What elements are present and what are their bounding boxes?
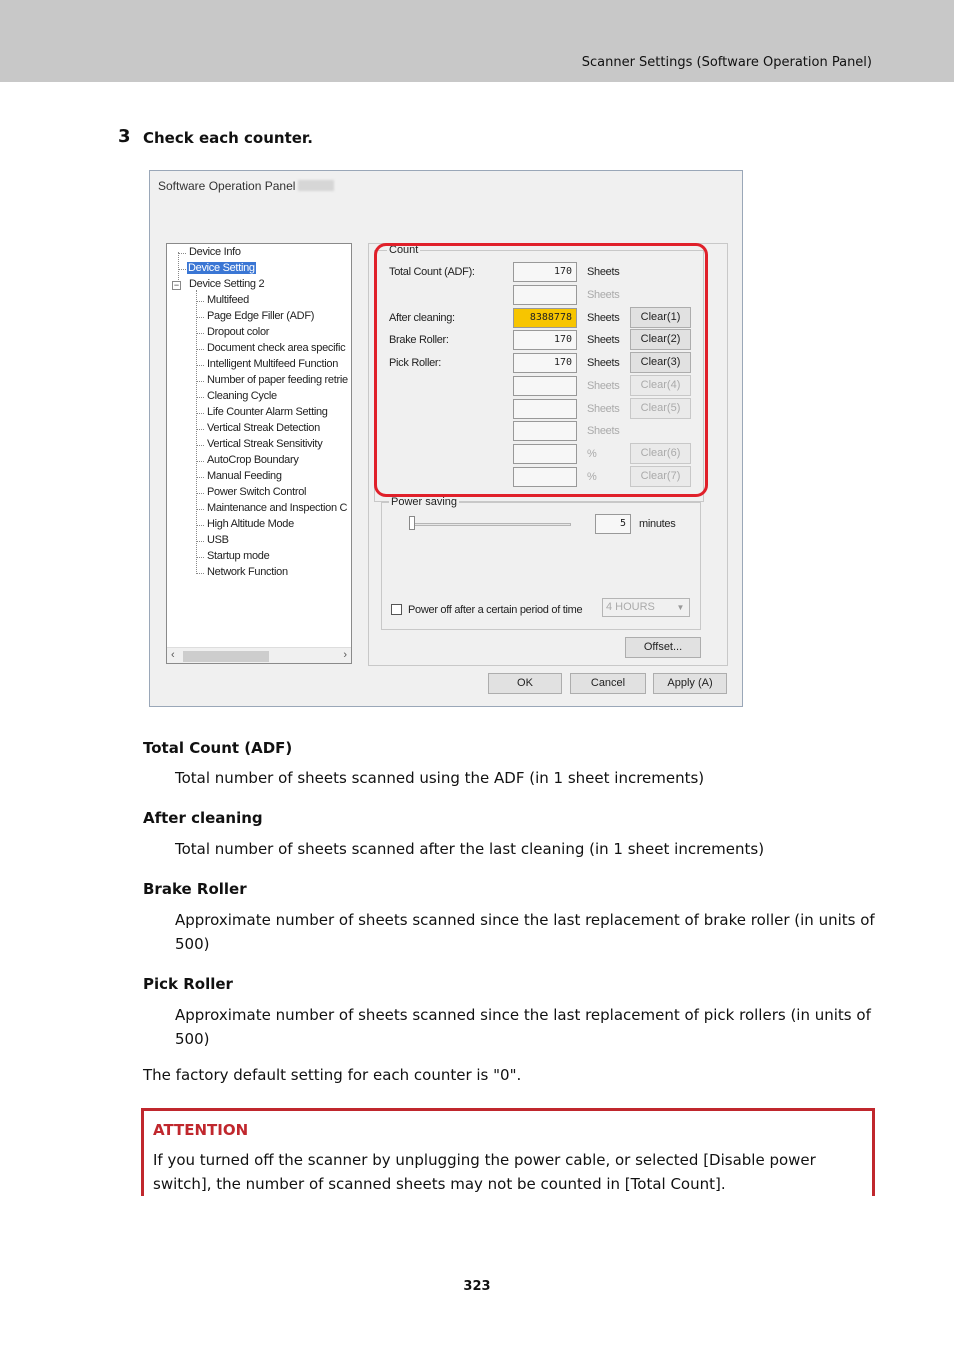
tree-item[interactable]: Vertical Streak Sensitivity (207, 438, 323, 450)
count-row-unit: % (587, 471, 597, 483)
clear-counter-button[interactable]: Clear(7) (630, 466, 691, 487)
tree-line (196, 573, 204, 574)
desc-brake-roller: Approximate number of sheets scanned since the last replacement of brake roller (in units of 500) (175, 911, 875, 953)
count-row-value: 8388778 (513, 308, 577, 328)
count-row-value: 170 (513, 353, 577, 373)
count-row-unit: Sheets (587, 357, 620, 369)
attention-title: ATTENTION (153, 1121, 249, 1139)
step-number: 3 (118, 126, 131, 147)
cancel-button[interactable]: Cancel (570, 673, 646, 694)
tree-line (196, 509, 204, 510)
tree-line (196, 445, 204, 446)
tree-item[interactable]: Network Function (207, 566, 288, 578)
tree-line (196, 413, 204, 414)
tree-line (196, 317, 204, 318)
tree-line (196, 493, 204, 494)
power-saving-label: Power saving (391, 496, 458, 508)
tree-line (196, 301, 204, 302)
chevron-down-icon: ▼ (676, 603, 685, 612)
count-row-label: Brake Roller: (389, 334, 449, 346)
count-group-label: Count (389, 244, 419, 256)
tree-line (196, 365, 204, 366)
tree-item[interactable]: Cleaning Cycle (207, 390, 277, 402)
tree-line (178, 269, 186, 270)
tree-line (196, 429, 204, 430)
count-row-unit: Sheets (587, 312, 620, 324)
count-row-unit: Sheets (587, 425, 620, 437)
tree-item-device-info[interactable]: Device Info (189, 246, 241, 258)
factory-default-note: The factory default setting for each counter is "0". (143, 1066, 522, 1084)
tree-line (196, 381, 204, 382)
term-total-count: Total Count (ADF) (143, 739, 293, 757)
scroll-thumb[interactable] (183, 651, 269, 662)
tree-item[interactable]: Number of paper feeding retrie (207, 374, 348, 386)
tree-item[interactable]: Startup mode (207, 550, 270, 562)
clear-counter-button[interactable]: Clear(5) (630, 398, 691, 419)
hours-select-value: 4 HOURS (606, 601, 655, 613)
count-row-value: 170 (513, 330, 577, 350)
count-row-value: 170 (513, 262, 577, 282)
minutes-field[interactable]: 5 (595, 514, 631, 534)
tree-item-device-setting[interactable]: Device Setting (188, 262, 255, 274)
term-pick-roller: Pick Roller (143, 975, 233, 993)
power-saving-slider[interactable] (409, 523, 571, 526)
dialog-title: Software Operation Panel (158, 179, 296, 193)
hours-select[interactable] (602, 598, 690, 617)
tree-item[interactable]: Manual Feeding (207, 470, 282, 482)
tree-line (196, 461, 204, 462)
scroll-left-icon[interactable]: ‹ (171, 649, 175, 661)
header-title: Scanner Settings (Software Operation Panel) (581, 55, 872, 70)
tree-item[interactable]: Document check area specific (207, 342, 346, 354)
count-row-unit: Sheets (587, 266, 620, 278)
clear-counter-button[interactable]: Clear(1) (630, 307, 691, 328)
tree-item[interactable]: Power Switch Control (207, 486, 307, 498)
slider-thumb[interactable] (409, 516, 415, 530)
count-row-unit: Sheets (587, 403, 620, 415)
tree-line (196, 525, 204, 526)
count-row-label: Pick Roller: (389, 357, 442, 369)
tree-horizontal-scrollbar[interactable] (167, 647, 351, 663)
tree-line (196, 557, 204, 558)
scroll-right-icon[interactable]: › (343, 649, 347, 661)
tree-item[interactable]: Maintenance and Inspection C (207, 502, 348, 514)
count-highlight-frame (374, 243, 708, 497)
tree-line (178, 253, 186, 254)
tree-line (196, 349, 204, 350)
desc-pick-roller: Approximate number of sheets scanned since the last replacement of pick rollers (in units of 500) (175, 1006, 871, 1048)
clear-counter-button[interactable]: Clear(4) (630, 375, 691, 396)
tree-line (196, 397, 204, 398)
tree-item[interactable]: Vertical Streak Detection (207, 422, 320, 434)
settings-tree[interactable] (166, 243, 352, 664)
count-row-label: After cleaning: (389, 312, 455, 324)
dialog-title-blurred-model (298, 180, 334, 191)
term-after-cleaning: After cleaning (143, 809, 263, 827)
tree-item[interactable]: Dropout color (207, 326, 270, 338)
attention-box (141, 1108, 875, 1196)
count-row-unit: Sheets (587, 334, 620, 346)
tree-line (196, 541, 204, 542)
software-operation-panel-dialog (149, 170, 743, 707)
ok-button[interactable]: OK (488, 673, 562, 694)
count-row-unit: Sheets (587, 380, 620, 392)
tree-item[interactable]: Multifeed (207, 294, 249, 306)
tree-item[interactable]: Intelligent Multifeed Function (207, 358, 339, 370)
step-text: Check each counter. (143, 129, 313, 147)
clear-counter-button[interactable]: Clear(2) (630, 329, 691, 350)
clear-counter-button[interactable]: Clear(6) (630, 443, 691, 464)
page-number: 323 (463, 1279, 491, 1294)
collapse-icon[interactable]: − (173, 280, 180, 290)
tree-item[interactable]: High Altitude Mode (207, 518, 294, 530)
desc-after-cleaning: Total number of sheets scanned after the last cleaning (in 1 sheet increments) (175, 840, 765, 858)
power-off-label: Power off after a certain period of time (408, 604, 583, 616)
count-row-unit: Sheets (587, 289, 620, 301)
tree-line (196, 477, 204, 478)
attention-body: If you turned off the scanner by unplugging the power cable, or selected [Disable power switch], the number of scanned sheets may not be counted in [Total Count]. (153, 1151, 816, 1193)
clear-counter-button[interactable]: Clear(3) (630, 352, 691, 373)
offset-button[interactable]: Offset... (625, 637, 701, 658)
apply-button[interactable]: Apply (A) (653, 673, 727, 694)
minutes-label: minutes (639, 518, 676, 530)
tree-item[interactable]: Life Counter Alarm Setting (207, 406, 328, 418)
tree-item[interactable]: Page Edge Filler (ADF) (207, 310, 315, 322)
tree-item[interactable]: USB (207, 534, 229, 546)
tree-item-device-setting-2[interactable]: Device Setting 2 (189, 278, 265, 290)
power-off-checkbox[interactable] (391, 604, 402, 615)
tree-line (196, 333, 204, 334)
term-brake-roller: Brake Roller (143, 880, 247, 898)
count-row-unit: % (587, 448, 597, 460)
count-row-label: Total Count (ADF): (389, 266, 475, 278)
tree-item[interactable]: AutoCrop Boundary (207, 454, 299, 466)
desc-total-count: Total number of sheets scanned using the ADF (in 1 sheet increments) (175, 769, 705, 787)
